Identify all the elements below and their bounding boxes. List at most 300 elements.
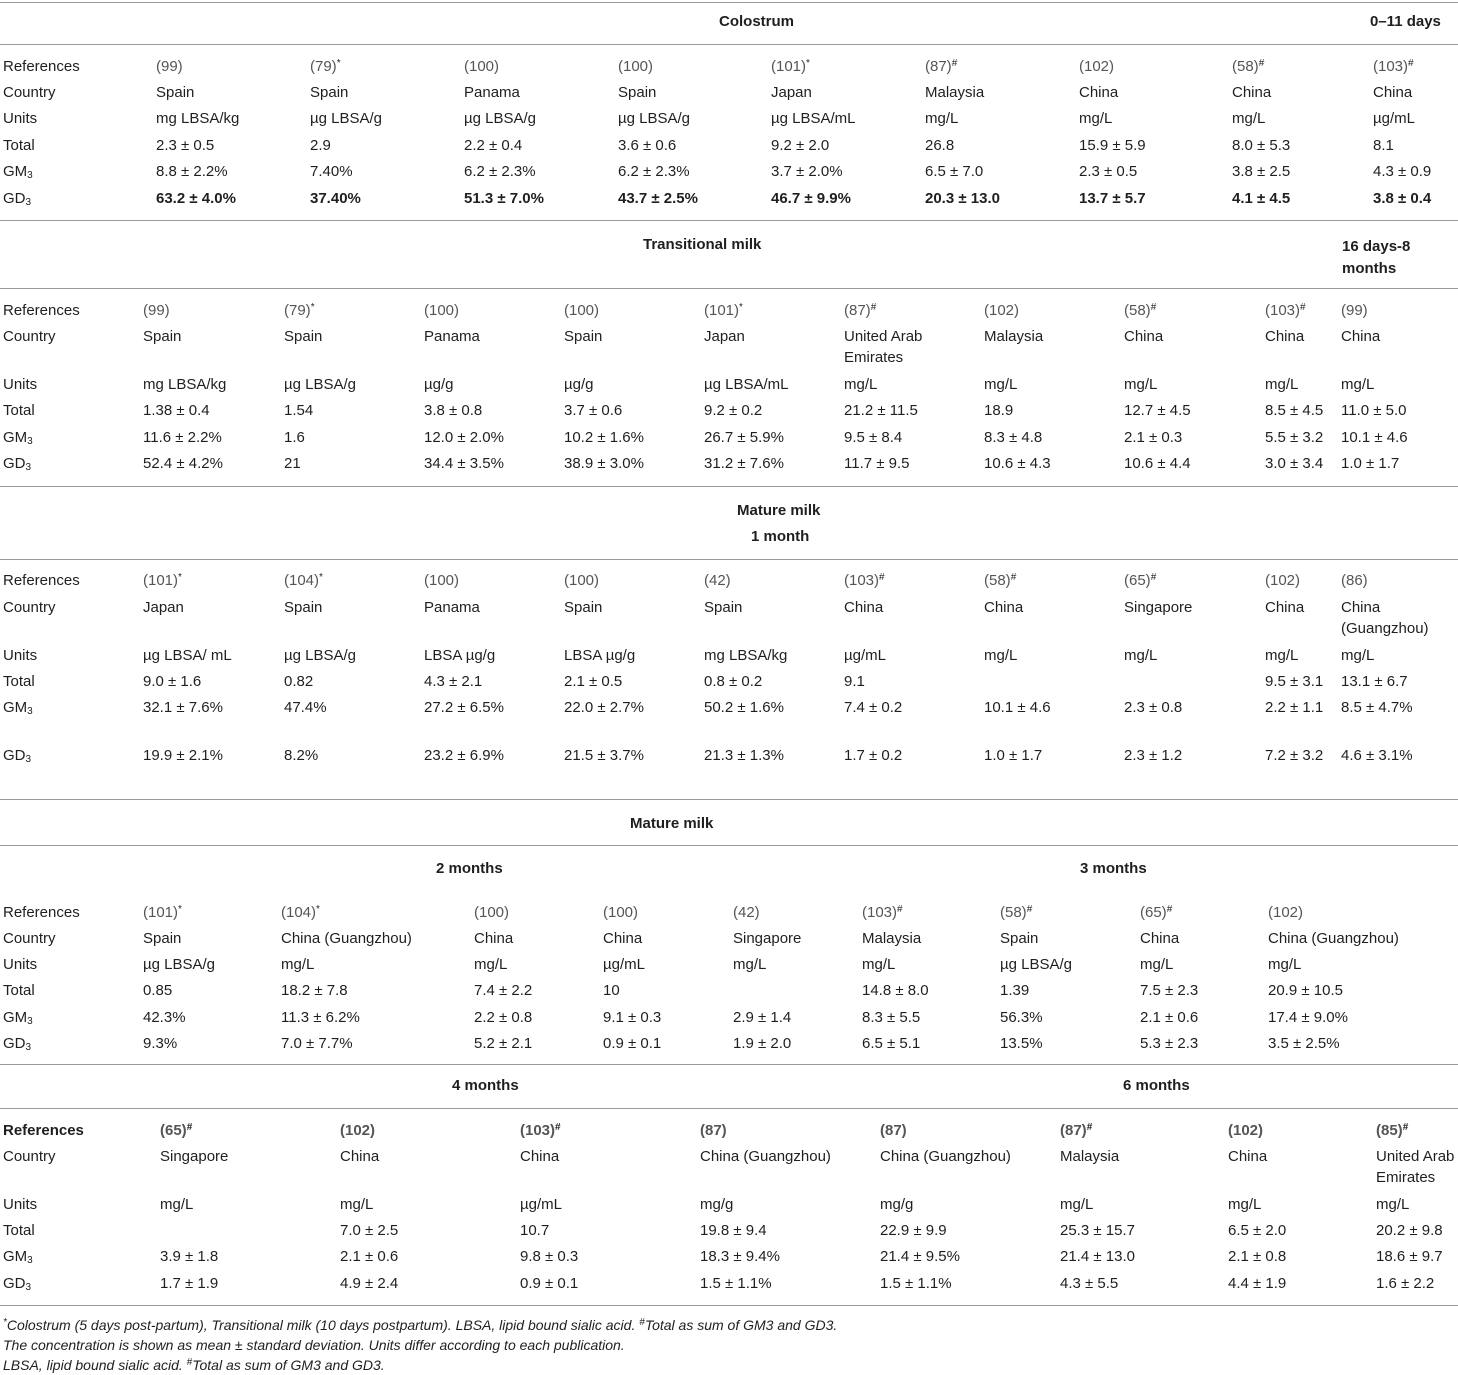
table-cell: mg LBSA/kg	[156, 110, 240, 127]
table-cell: United Arab Emirates	[1376, 1148, 1455, 1186]
table-cell: China	[1228, 1148, 1268, 1165]
table-cell: µg LBSA/mL	[704, 376, 789, 393]
rule	[0, 1064, 1458, 1065]
table-cell: 1.5 ± 1.1%	[700, 1275, 772, 1292]
table-cell: 9.1 ± 0.3	[603, 1009, 662, 1026]
table-cell: 19.9 ± 2.1%	[143, 747, 223, 764]
table-cell: 7.4 ± 0.2	[844, 699, 903, 716]
table-cell: mg/L	[984, 376, 1018, 393]
table-cell: (87)#	[925, 58, 958, 75]
table-cell: 18.6 ± 9.7	[1376, 1248, 1443, 1265]
table-cell: mg/L	[340, 1196, 374, 1213]
table-cell: 3.8 ± 0.4	[1373, 190, 1432, 207]
table-cell: 10	[603, 982, 620, 999]
table-cell: 11.3 ± 6.2%	[281, 1009, 360, 1026]
mature46-sub-left: 4 months	[452, 1077, 519, 1094]
table-cell: 4.3 ± 2.1	[424, 673, 483, 690]
table-cell: mg/L	[1341, 647, 1375, 664]
table-cell: (100)	[424, 572, 460, 589]
table-cell: µg LBSA/mL	[771, 110, 856, 127]
table-cell: 8.2%	[284, 747, 319, 764]
row-label: $GM_3$	[3, 1009, 33, 1027]
table-cell: Panama	[424, 328, 480, 345]
table-cell: (87)	[700, 1122, 727, 1139]
rule	[0, 486, 1458, 487]
table-cell: Malaysia	[984, 328, 1044, 345]
table-cell: Singapore	[160, 1148, 229, 1165]
table-cell: 43.7 ± 2.5%	[618, 190, 698, 207]
table-cell: µg LBSA/g	[143, 956, 216, 973]
table-cell: 18.2 ± 7.8	[281, 982, 348, 999]
table-cell: (65)#	[160, 1122, 193, 1139]
table-cell: 4.6 ± 3.1%	[1341, 747, 1413, 764]
table-cell: 63.2 ± 4.0%	[156, 190, 236, 207]
table-cell: (99)	[1341, 302, 1368, 319]
table-cell: (102)	[1268, 904, 1304, 921]
table-cell: µg/mL	[1373, 110, 1415, 127]
table-cell: 17.4 ± 9.0%	[1268, 1009, 1348, 1026]
table-cell: China (Guangzhou)	[1341, 599, 1429, 637]
table-cell: 1.5 ± 1.1%	[880, 1275, 952, 1292]
table-cell: 11.6 ± 2.2%	[143, 429, 222, 446]
table-cell: (100)	[424, 302, 460, 319]
table-cell: Spain	[704, 599, 743, 616]
table-cell: 22.9 ± 9.9	[880, 1222, 947, 1239]
table-cell: 6.5 ± 2.0	[1228, 1222, 1287, 1239]
table-cell: 0.82	[284, 673, 314, 690]
table-cell: China	[603, 930, 643, 947]
table-cell: 9.0 ± 1.6	[143, 673, 202, 690]
row-label: $GM_3$	[3, 163, 33, 181]
rule	[0, 559, 1458, 560]
table-cell: China	[1265, 328, 1305, 345]
table-cell: 2.1 ± 0.3	[1124, 429, 1183, 446]
table-cell: µg LBSA/g	[310, 110, 383, 127]
table-cell: mg/L	[1265, 376, 1299, 393]
table-cell: µg LBSA/g	[618, 110, 691, 127]
table-cell: 46.7 ± 9.9%	[771, 190, 851, 207]
table-cell: 10.1 ± 4.6	[984, 699, 1051, 716]
table-cell: 23.2 ± 6.9%	[424, 747, 504, 764]
table-cell: 7.0 ± 7.7%	[281, 1035, 353, 1052]
table-cell: LBSA µg/g	[564, 647, 636, 664]
row-label: $GD_3$	[3, 190, 32, 208]
table-cell: China	[1124, 328, 1164, 345]
rule	[0, 220, 1458, 221]
row-label: Country	[3, 599, 56, 616]
table-cell: China	[1140, 930, 1180, 947]
table-cell: 2.1 ± 0.6	[1140, 1009, 1199, 1026]
table-cell: China (Guangzhou)	[880, 1148, 1011, 1165]
table-cell: 21.4 ± 13.0	[1060, 1248, 1135, 1265]
table-cell: 8.3 ± 4.8	[984, 429, 1043, 446]
table-cell: Spain	[284, 328, 323, 345]
table-cell: (86)	[1341, 572, 1368, 589]
table-cell: 12.0 ± 2.0%	[424, 429, 504, 446]
row-label: $GM_3$	[3, 699, 33, 717]
table-cell: 7.40%	[310, 163, 353, 180]
table-cell: 13.5%	[1000, 1035, 1043, 1052]
table-cell: (42)	[704, 572, 731, 589]
table-cell: United Arab Emirates	[844, 328, 923, 366]
table-cell: 3.7 ± 2.0%	[771, 163, 843, 180]
table-cell: Singapore	[733, 930, 802, 947]
table-cell: 42.3%	[143, 1009, 186, 1026]
table-cell: (87)#	[844, 302, 877, 319]
table-cell: (87)	[880, 1122, 907, 1139]
table-cell: 9.1	[844, 673, 865, 690]
table-cell: µg/g	[424, 376, 454, 393]
table-cell: 11.7 ± 9.5	[844, 455, 910, 472]
table-cell: 20.9 ± 10.5	[1268, 982, 1343, 999]
table-cell: 21.2 ± 11.5	[844, 402, 918, 419]
table-cell: (42)	[733, 904, 760, 921]
table-cell: 3.7 ± 0.6	[564, 402, 623, 419]
table-cell: (101)*	[704, 302, 743, 319]
table-cell: China (Guangzhou)	[1268, 930, 1399, 947]
table-cell: 9.8 ± 0.3	[520, 1248, 579, 1265]
table-cell: mg/L	[1341, 376, 1375, 393]
table-cell: 9.5 ± 8.4	[844, 429, 903, 446]
row-label: Total	[3, 137, 35, 154]
table-cell: 21	[284, 455, 301, 472]
table-cell: 27.2 ± 6.5%	[424, 699, 504, 716]
table-cell: (65)#	[1140, 904, 1173, 921]
table-cell: (102)	[340, 1122, 376, 1139]
table-cell: 4.3 ± 0.9	[1373, 163, 1432, 180]
table-cell: µg LBSA/g	[464, 110, 537, 127]
table-cell: 3.5 ± 2.5%	[1268, 1035, 1340, 1052]
mature23-title: Mature milk	[630, 815, 714, 832]
table-cell: 12.7 ± 4.5	[1124, 402, 1191, 419]
rule	[0, 44, 1458, 45]
table-cell: 47.4%	[284, 699, 327, 716]
table-cell: (99)	[156, 58, 183, 75]
table-cell: 0.9 ± 0.1	[520, 1275, 579, 1292]
table-cell: mg/L	[862, 956, 896, 973]
table-cell: (58)#	[1232, 58, 1265, 75]
table-cell: (100)	[618, 58, 654, 75]
row-label: Units	[3, 110, 38, 127]
table-cell: 7.0 ± 2.5	[340, 1222, 399, 1239]
table-cell: Spain	[564, 599, 603, 616]
table-cell: (101)*	[143, 904, 182, 921]
table-cell: 7.4 ± 2.2	[474, 982, 533, 999]
table-cell: 10.6 ± 4.3	[984, 455, 1051, 472]
table-cell: mg/L	[925, 110, 959, 127]
row-label: References	[3, 58, 80, 75]
table-cell: Spain	[156, 84, 195, 101]
rule	[0, 845, 1458, 846]
table-cell: China	[1079, 84, 1119, 101]
table-cell: 37.40%	[310, 190, 361, 207]
table-cell: 2.2 ± 1.1	[1265, 699, 1324, 716]
table-cell: µg/mL	[603, 956, 645, 973]
table-cell: 31.2 ± 7.6%	[704, 455, 784, 472]
table-cell: 5.3 ± 2.3	[1140, 1035, 1199, 1052]
table-cell: mg/L	[1228, 1196, 1262, 1213]
colostrum-title: Colostrum	[719, 13, 794, 30]
table-cell: (102)	[984, 302, 1020, 319]
table-cell: 1.6 ± 2.2	[1376, 1275, 1435, 1292]
row-label: References	[3, 904, 80, 921]
row-label: Total	[3, 673, 35, 690]
table-cell: China	[1373, 84, 1413, 101]
table-cell: 4.3 ± 5.5	[1060, 1275, 1119, 1292]
mature1-title: Mature milk	[737, 502, 821, 519]
table-cell: 11.0 ± 5.0	[1341, 402, 1407, 419]
rule	[0, 1305, 1458, 1306]
table-cell: 9.2 ± 0.2	[704, 402, 763, 419]
table-cell: mg/L	[281, 956, 315, 973]
table-cell: Spain	[564, 328, 603, 345]
table-cell: (58)#	[1000, 904, 1033, 921]
row-label: $GM_3$	[3, 429, 33, 447]
table-cell: 10.1 ± 4.6	[1341, 429, 1408, 446]
table-cell: 34.4 ± 3.5%	[424, 455, 504, 472]
table-cell: mg/L	[1268, 956, 1302, 973]
table-cell: 1.7 ± 0.2	[844, 747, 903, 764]
mature23-sub-left: 2 months	[436, 860, 503, 877]
table-cell: Panama	[464, 84, 520, 101]
table-cell: China	[1265, 599, 1305, 616]
footnote-1: *Colostrum (5 days post-partum), Transitional milk (10 days postpartum). LBSA, lipid bound sialic acid. #Total as sum of GM3 and GD3.	[3, 1317, 838, 1333]
rule	[0, 2, 1458, 3]
table-cell: 2.3 ± 1.2	[1124, 747, 1183, 764]
table-cell: (100)	[564, 572, 600, 589]
table-cell: 19.8 ± 9.4	[700, 1222, 767, 1239]
table-cell: mg/L	[844, 376, 878, 393]
table-cell: China (Guangzhou)	[700, 1148, 831, 1165]
rule	[0, 799, 1458, 800]
table-cell: 8.8 ± 2.2%	[156, 163, 228, 180]
table-cell: Spain	[618, 84, 657, 101]
colostrum-range: 0–11 days	[1370, 13, 1441, 30]
table-cell: 8.5 ± 4.7%	[1341, 699, 1413, 716]
table-cell: Spain	[284, 599, 323, 616]
table-cell: 4.1 ± 4.5	[1232, 190, 1291, 207]
table-cell: 3.8 ± 2.5	[1232, 163, 1291, 180]
table-cell: 1.54	[284, 402, 314, 419]
table-cell: 5.5 ± 3.2	[1265, 429, 1324, 446]
table-cell: 7.5 ± 2.3	[1140, 982, 1199, 999]
table-cell: 2.1 ± 0.6	[340, 1248, 399, 1265]
table-cell: (102)	[1079, 58, 1115, 75]
transitional-range: 16 days-8 months	[1342, 238, 1411, 277]
table-cell: mg LBSA/kg	[143, 376, 227, 393]
rule	[0, 288, 1458, 289]
table-cell: µg/mL	[844, 647, 886, 664]
row-label: Units	[3, 1196, 38, 1213]
footnote-3: LBSA, lipid bound sialic acid. #Total as sum of GM3 and GD3.	[3, 1357, 385, 1373]
table-cell: 0.9 ± 0.1	[603, 1035, 662, 1052]
table-cell: mg/L	[1265, 647, 1299, 664]
table-cell: mg/g	[880, 1196, 914, 1213]
table-cell: Japan	[771, 84, 812, 101]
row-label: Country	[3, 328, 56, 345]
table-cell: 8.1	[1373, 137, 1394, 154]
table-cell: (99)	[143, 302, 170, 319]
table-cell: 2.1 ± 0.8	[1228, 1248, 1287, 1265]
table-cell: (79)*	[310, 58, 341, 75]
table-cell: 1.0 ± 1.7	[984, 747, 1043, 764]
row-label: $GD_3$	[3, 1035, 32, 1053]
table-cell: China	[1341, 328, 1381, 345]
table-cell: Japan	[704, 328, 745, 345]
table-cell: China	[844, 599, 884, 616]
row-label: Country	[3, 930, 56, 947]
table-cell: (87)#	[1060, 1122, 1093, 1139]
table-cell: 22.0 ± 2.7%	[564, 699, 644, 716]
table-cell: 0.8 ± 0.2	[704, 673, 763, 690]
table-cell: Spain	[143, 930, 182, 947]
table-cell: 3.0 ± 3.4	[1265, 455, 1324, 472]
table-cell: 18.9	[984, 402, 1014, 419]
table-cell: (103)#	[520, 1122, 561, 1139]
row-label: Total	[3, 982, 35, 999]
table-cell: 13.1 ± 6.7	[1341, 673, 1408, 690]
table-cell: 7.2 ± 3.2	[1265, 747, 1324, 764]
table-cell: (100)	[564, 302, 600, 319]
row-label: Country	[3, 84, 56, 101]
row-label: Units	[3, 647, 38, 664]
table-cell: 20.2 ± 9.8	[1376, 1222, 1443, 1239]
table-cell: mg/L	[1376, 1196, 1410, 1213]
table-cell: Malaysia	[862, 930, 922, 947]
table-cell: mg/L	[984, 647, 1018, 664]
table-cell: 2.2 ± 0.4	[464, 137, 523, 154]
table-cell: 15.9 ± 5.9	[1079, 137, 1146, 154]
table-cell: 3.6 ± 0.6	[618, 137, 677, 154]
table-cell: LBSA µg/g	[424, 647, 496, 664]
table-cell: 5.2 ± 2.1	[474, 1035, 533, 1052]
table-cell: µg LBSA/g	[284, 376, 357, 393]
table-cell: 4.9 ± 2.4	[340, 1275, 399, 1292]
table-cell: (101)*	[143, 572, 182, 589]
table-cell: Japan	[143, 599, 184, 616]
row-label: References	[3, 572, 80, 589]
table-cell: Malaysia	[1060, 1148, 1120, 1165]
table-cell: 3.9 ± 1.8	[160, 1248, 219, 1265]
table-cell: 9.3%	[143, 1035, 178, 1052]
row-label: Total	[3, 402, 35, 419]
rule	[0, 1108, 1458, 1109]
table-cell: 8.0 ± 5.3	[1232, 137, 1291, 154]
table-cell: 14.8 ± 8.0	[862, 982, 929, 999]
table-cell: 26.8	[925, 137, 955, 154]
table-cell: 26.7 ± 5.9%	[704, 429, 784, 446]
row-label: $GD_3$	[3, 1275, 32, 1293]
table-cell: (103)#	[844, 572, 885, 589]
table-cell: 21.4 ± 9.5%	[880, 1248, 960, 1265]
mature1-subtitle: 1 month	[751, 528, 810, 545]
row-label: $GM_3$	[3, 1248, 33, 1266]
table-cell: (103)#	[1265, 302, 1306, 319]
table-cell: 51.3 ± 7.0%	[464, 190, 544, 207]
table-cell: 56.3%	[1000, 1009, 1043, 1026]
table-cell: (100)	[603, 904, 639, 921]
table-cell: (102)	[1228, 1122, 1264, 1139]
table-cell: 10.6 ± 4.4	[1124, 455, 1191, 472]
table-cell: 2.1 ± 0.5	[564, 673, 623, 690]
table-cell: 1.6	[284, 429, 305, 446]
table-cell: 9.5 ± 3.1	[1265, 673, 1324, 690]
table-cell: µg LBSA/g	[284, 647, 357, 664]
transitional-title: Transitional milk	[643, 236, 762, 253]
row-label: Units	[3, 956, 38, 973]
table-cell: mg/L	[1079, 110, 1113, 127]
row-label: References	[3, 302, 80, 319]
table-cell: Malaysia	[925, 84, 985, 101]
table-cell: 1.7 ± 1.9	[160, 1275, 219, 1292]
table-cell: Spain	[310, 84, 349, 101]
row-label: $GD_3$	[3, 747, 32, 765]
table-cell: (104)*	[281, 904, 320, 921]
table-cell: Spain	[1000, 930, 1039, 947]
row-label: $GD_3$	[3, 455, 32, 473]
table-cell: China	[474, 930, 514, 947]
table-cell: (100)	[474, 904, 510, 921]
table-cell: mg LBSA/kg	[704, 647, 788, 664]
table-cell: 9.2 ± 2.0	[771, 137, 830, 154]
table-cell: µg/mL	[520, 1196, 562, 1213]
table-cell: 25.3 ± 15.7	[1060, 1222, 1135, 1239]
row-label: Total	[3, 1222, 35, 1239]
table-cell: 21.3 ± 1.3%	[704, 747, 784, 764]
table-cell: mg/L	[1232, 110, 1266, 127]
table-cell: (58)#	[984, 572, 1017, 589]
table-cell: 6.2 ± 2.3%	[618, 163, 690, 180]
table-cell: (102)	[1265, 572, 1301, 589]
table-cell: 2.9 ± 1.4	[733, 1009, 792, 1026]
table-cell: 18.3 ± 9.4%	[700, 1248, 780, 1265]
table-cell: 10.2 ± 1.6%	[564, 429, 644, 446]
table-cell: 0.85	[143, 982, 173, 999]
table-cell: 1.39	[1000, 982, 1030, 999]
table-cell: (103)#	[1373, 58, 1414, 75]
table-cell: 32.1 ± 7.6%	[143, 699, 223, 716]
table-cell: mg/g	[700, 1196, 734, 1213]
table-cell: mg/L	[1124, 647, 1158, 664]
table-cell: Panama	[424, 599, 480, 616]
table-cell: mg/L	[1140, 956, 1174, 973]
table-cell: (79)*	[284, 302, 315, 319]
table-cell: China	[984, 599, 1024, 616]
table-cell: 13.7 ± 5.7	[1079, 190, 1146, 207]
table-cell: µg LBSA/ mL	[143, 647, 232, 664]
table-cell: 21.5 ± 3.7%	[564, 747, 644, 764]
footnote-2: The concentration is shown as mean ± standard deviation. Units differ according to each publication.	[3, 1337, 625, 1353]
table-cell: 8.3 ± 5.5	[862, 1009, 921, 1026]
table-cell: 2.2 ± 0.8	[474, 1009, 533, 1026]
table-cell: µg LBSA/g	[1000, 956, 1073, 973]
table-cell: 6.5 ± 5.1	[862, 1035, 921, 1052]
table-cell: China	[520, 1148, 560, 1165]
table-cell: (65)#	[1124, 572, 1157, 589]
table-cell: mg/L	[474, 956, 508, 973]
table-cell: mg/L	[160, 1196, 194, 1213]
mature46-sub-right: 6 months	[1123, 1077, 1190, 1094]
table-cell: China (Guangzhou)	[281, 930, 412, 947]
table-cell: 1.0 ± 1.7	[1341, 455, 1400, 472]
table-cell: 1.9 ± 2.0	[733, 1035, 792, 1052]
row-label: References	[3, 1122, 84, 1139]
table-cell: China	[340, 1148, 380, 1165]
table-cell: 4.4 ± 1.9	[1228, 1275, 1287, 1292]
table-cell: 2.9	[310, 137, 331, 154]
table-cell: 52.4 ± 4.2%	[143, 455, 223, 472]
row-label: Units	[3, 376, 38, 393]
